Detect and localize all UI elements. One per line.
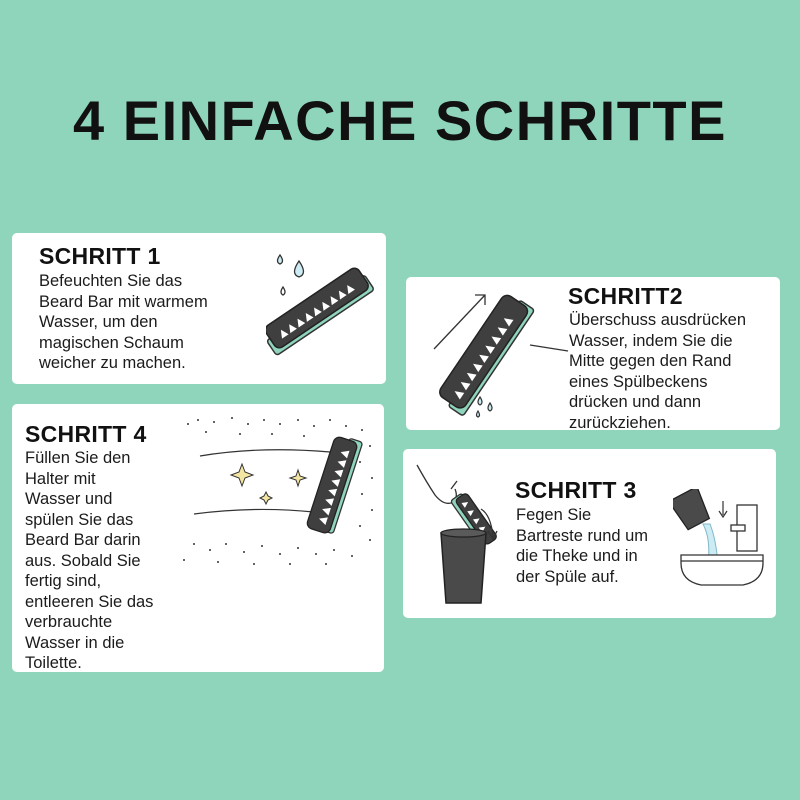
- water-lines: [194, 450, 330, 514]
- step-1-illustration: [266, 241, 381, 376]
- step-1-heading: SCHRITT 1: [39, 243, 161, 269]
- water-drop-icon: [477, 397, 493, 417]
- step-2-heading: SCHRITT2: [568, 283, 683, 309]
- step-4-text: Füllen Sie den Halter mit Wasser und spülen Sie das Beard Bar darin aus. Sobald Sie fertig sind, entleeren Sie das verbrauchte Wasser in die Toilette.: [25, 449, 154, 672]
- step-1-card: [12, 233, 386, 384]
- step-3-card: [403, 449, 776, 618]
- sparkle-icon: [231, 464, 306, 504]
- beard-bar-icon: [266, 265, 374, 356]
- cup-icon: [441, 529, 486, 603]
- beard-bar-icon: [435, 291, 535, 416]
- step-3-text: Fegen Sie Bartreste rund um die Theke und in der Spüle auf.: [516, 506, 649, 586]
- step-3-sink-illustration: [673, 489, 773, 589]
- page-title: 4 EINFACHE SCHRITTE: [73, 89, 727, 152]
- beard-bar-icon: [306, 434, 363, 536]
- water-drop-icon: [278, 255, 304, 295]
- step-1-text: Befeuchten Sie das Beard Bar mit warmem Wasser, um den magischen Schaum weicher zu machen.: [39, 272, 208, 372]
- hand-icon: [417, 465, 457, 503]
- step-2-text: Überschuss ausdrücken Wasser, indem Sie die Mitte gegen den Rand eines Spülbeckens drücken und dann zurückziehen.: [569, 311, 747, 432]
- step-3-cup-illustration: [411, 463, 511, 613]
- step-2-card: [406, 277, 780, 430]
- step-4-illustration: [174, 410, 380, 570]
- step-4-card: [12, 404, 384, 672]
- step-4-heading: SCHRITT 4: [25, 421, 147, 447]
- step-3-heading: SCHRITT 3: [515, 477, 637, 503]
- step-2-illustration: [420, 285, 570, 425]
